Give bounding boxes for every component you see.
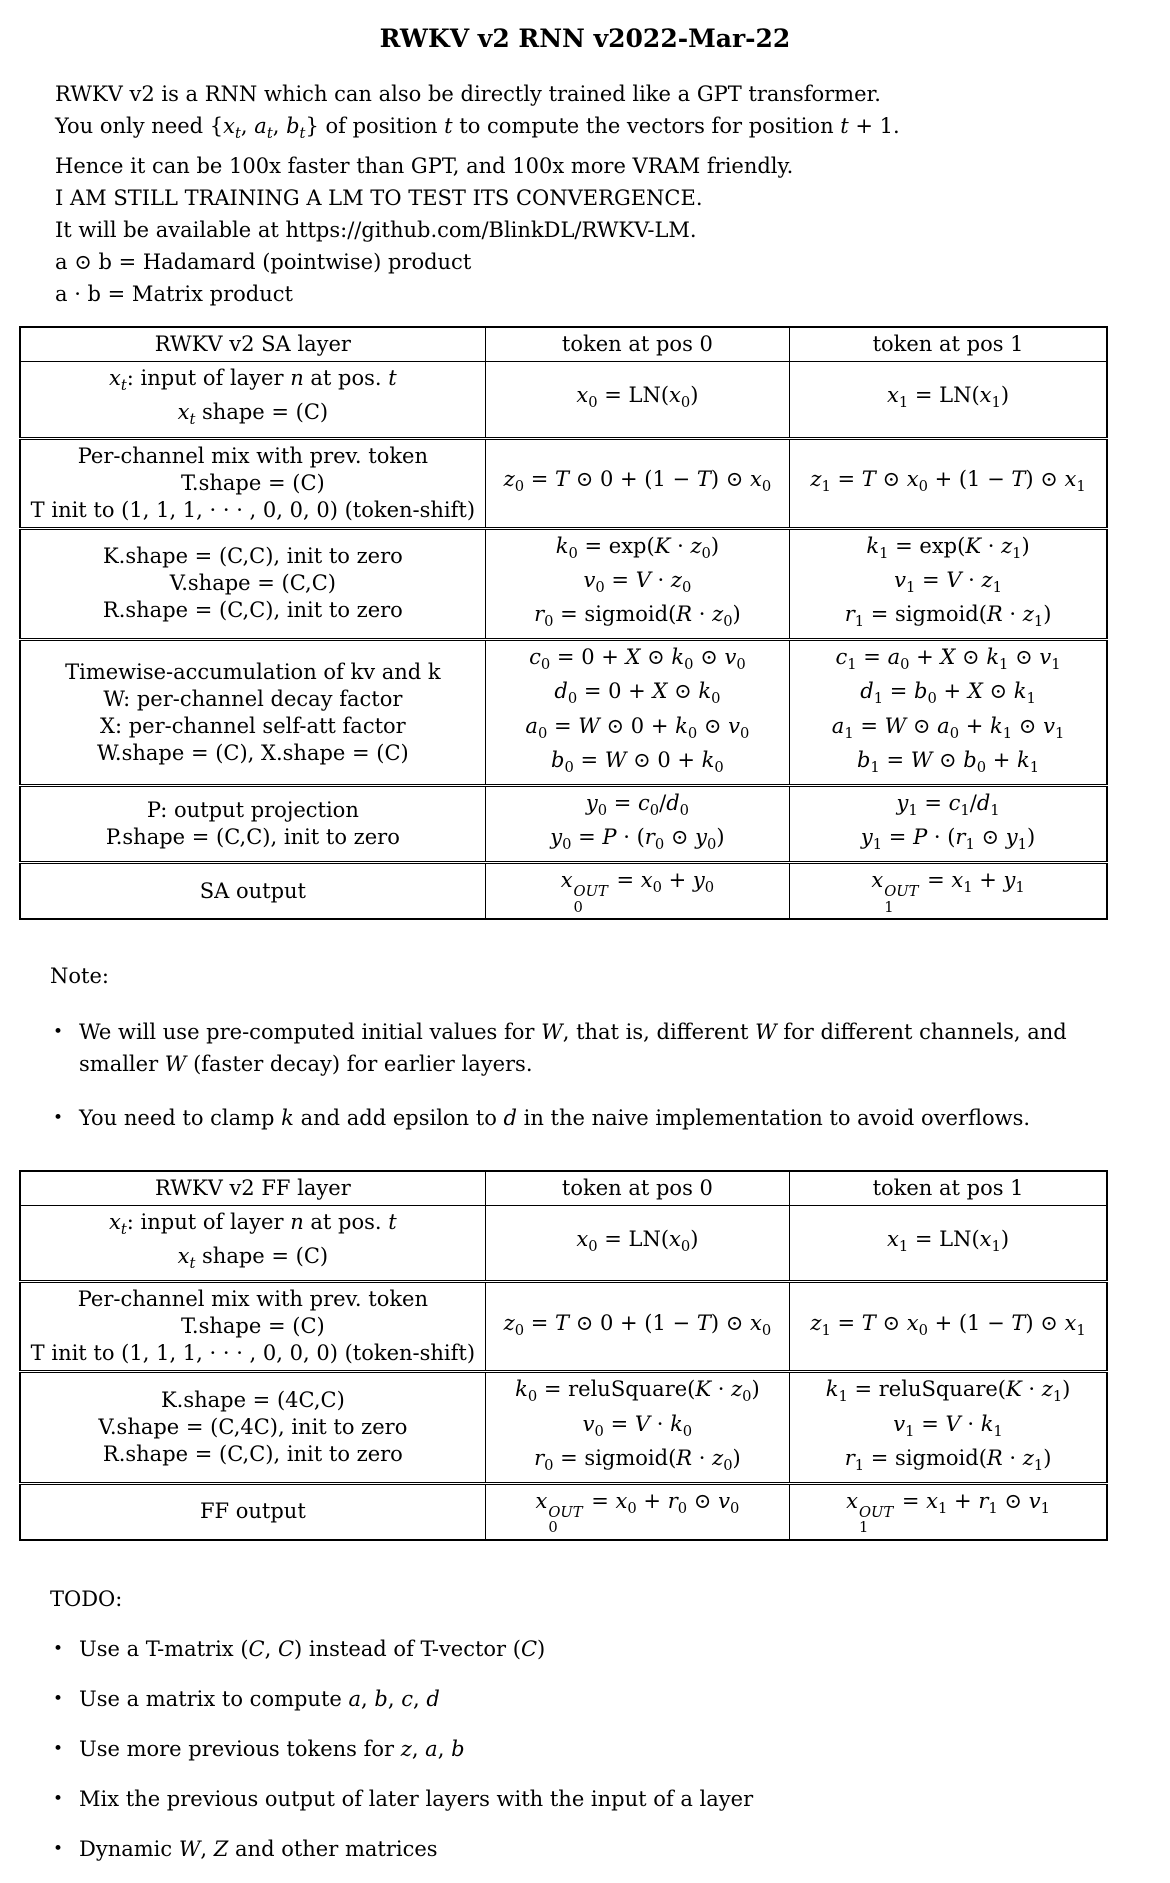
formula-line: $z_1 = T$ ⊙ $x_0 + (1 - T)$ ⊙ $x_1$: [810, 466, 1086, 496]
formula-line: x OUT 1 = $x_1 + r_1$ ⊙ $v_1$: [846, 1488, 1050, 1537]
formula-line: $z_0 = T$ ⊙ 0 + (1 − T) ⊙ $x_0$: [503, 466, 772, 496]
note-section: [50, 960, 1170, 1134]
formula-line: $d_0 = 0 + X$ ⊙ $k_0$: [554, 679, 721, 708]
token-pos0-cell: [485, 528, 789, 640]
intro-line: I AM STILL TRAINING A LM TO TEST ITS CONVERGENCE.: [55, 186, 703, 211]
token-pos1-cell: [790, 1483, 1107, 1539]
note-bullet: [50, 1102, 1170, 1134]
formula-line: $r_1$ = sigmoid(R · $z_1$): [844, 601, 1052, 631]
row-label-cell: [20, 785, 485, 862]
table-header-cell: token at pos 0: [485, 327, 789, 362]
formula-line: W: per-channel decay factor: [103, 686, 403, 711]
todo-bullet: [50, 1633, 1170, 1665]
token-pos0-cell: [485, 640, 789, 786]
formula-line: $v_0 = V \cdot k_0$: [582, 1411, 693, 1440]
token-pos1-cell: [790, 1282, 1107, 1372]
formula-line: $z_0 = T$ ⊙ 0 + (1 − T) ⊙ $x_0$: [503, 1310, 772, 1339]
formula-line: x OUT 0 = $x_0 + y_0$: [560, 868, 715, 916]
row-label-cell: [20, 528, 485, 640]
row-label-cell: [20, 1372, 485, 1484]
formula-line: $k_1$ = reluSquare(K · $z_1$): [825, 1377, 1071, 1406]
formula-line: $c_1 = a_0 + X$ ⊙ $k_1$ ⊙ $v_1$: [835, 645, 1061, 674]
formula-line: $b_0 = W$ ⊙ $0 + k_0$: [551, 747, 724, 776]
formula-line: $r_1$ = sigmoid(R · $z_1$): [844, 1445, 1052, 1474]
formula-line: K.shape = (C,C), init to zero: [102, 544, 403, 569]
table-row: [20, 528, 1107, 640]
token-pos0-cell: [485, 1205, 789, 1281]
row-label-cell: [20, 863, 485, 919]
table-header-cell: token at pos 0: [485, 1171, 789, 1206]
formula-line: $x_t$ shape = (C): [177, 400, 329, 429]
formula-line: Timewise-accumulation of kv and k: [65, 659, 441, 684]
formula-line: P.shape = (C,C), init to zero: [105, 825, 400, 850]
formula-line: $x_1 = LN(x_1)$: [887, 383, 1010, 412]
intro-line-matrix-def: a · b = Matrix product: [55, 282, 293, 307]
todo-bullet: [50, 1683, 1170, 1715]
formula-line: $y_1 = c_1/d_1$: [896, 790, 1000, 820]
formula-line: $v_0 = V \cdot z_0$: [583, 567, 692, 596]
token-pos1-cell: [790, 785, 1107, 862]
bullet-text: Use a T-matrix (C, C) instead of T-vector (C): [79, 1636, 546, 1661]
bullet-icon: •: [53, 1838, 64, 1859]
token-pos0-cell: [485, 438, 789, 528]
formula-line: T init to (1, 1, 1, · · · , 0, 0, 0) (token-shift): [30, 497, 476, 522]
bullet-text: Mix the previous output of later layers with the input of a layer: [79, 1786, 754, 1811]
formula-line: $r_0$ = sigmoid(R · $z_0$): [534, 1445, 741, 1474]
formula-line: Per-channel mix with prev. token: [77, 443, 429, 468]
bullet-text: We will use pre-computed initial values for W, that is, different W for different channels, and smaller W (faster decay) for earlier layers.: [79, 1019, 1067, 1076]
bullet-icon: •: [53, 1021, 64, 1042]
formula-line: $y_1 = P \cdot (r_1$ ⊙ $y_1$): [860, 825, 1036, 854]
formula-line: $a_1 = W$ ⊙ $a_0 + k_1$ ⊙ $v_1$: [831, 713, 1065, 742]
todo-bullet: [50, 1733, 1170, 1765]
token-pos1-cell: [790, 640, 1107, 786]
formula-line: P: output projection: [146, 798, 359, 823]
bullet-icon: •: [53, 1688, 64, 1709]
formula-line: $x_1 = LN(x_1)$: [887, 1227, 1010, 1256]
formula-line: $k_0$ = reluSquare(K · $z_0$): [515, 1377, 760, 1406]
formula-line: R.shape = (C,C), init to zero: [102, 598, 403, 623]
formula-line: $k_1 = \exp(K \cdot z_1)$: [866, 533, 1030, 562]
table-header-row: [20, 327, 1107, 362]
formula-line: T.shape = (C): [181, 1314, 325, 1339]
intro-line: You only need {$x_t$, $a_t$, $b_t$} of position t to compute the vectors for position t + 1.: [55, 114, 900, 143]
bullet-text: Use more previous tokens for z, a, b: [79, 1736, 465, 1761]
formula-line: $z_1 = T$ ⊙ $x_0 + (1 - T)$ ⊙ $x_1$: [810, 1310, 1086, 1339]
formula-line: K.shape = (4C,C): [160, 1388, 345, 1413]
token-pos0-cell: [485, 863, 789, 919]
token-pos1-cell: [790, 1372, 1107, 1484]
bullet-icon: •: [53, 1638, 64, 1659]
row-label-cell: [20, 1483, 485, 1539]
token-pos0-cell: [485, 1282, 789, 1372]
page-title: RWKV v2 RNN v2022-Mar-22: [379, 24, 791, 53]
note-bullet: [50, 1016, 1170, 1080]
token-pos0-cell: [485, 785, 789, 862]
bullet-icon: •: [53, 1788, 64, 1809]
table-header-cell: RWKV v2 SA layer: [20, 327, 485, 362]
token-pos0-cell: [485, 362, 789, 438]
formula-line: X: per-channel self-att factor: [100, 713, 406, 738]
formula-line: x OUT 0 = $x_0 + r_0$ ⊙ $v_0$: [535, 1488, 740, 1537]
token-pos1-cell: [790, 362, 1107, 438]
token-pos0-cell: [485, 1372, 789, 1484]
todo-bullet: [50, 1783, 1170, 1815]
table-row: [20, 640, 1107, 786]
formula-line: R.shape = (C,C), init to zero: [102, 1442, 403, 1467]
bullet-text: Use a matrix to compute a, b, c, d: [79, 1686, 440, 1711]
formula-line: $r_0$ = sigmoid(R · $z_0$): [534, 601, 741, 631]
table-row: [20, 785, 1107, 862]
formula-line: Per-channel mix with prev. token: [77, 1287, 429, 1312]
formula-line: $c_0 = 0 + X$ ⊙ $k_0$ ⊙ $v_0$: [529, 645, 746, 674]
ff-layer-table: [19, 1170, 1108, 1541]
table-row-ff-output: [20, 1483, 1107, 1539]
formula-line: $a_0 = W$ ⊙ $0 + k_0$ ⊙ $v_0$: [525, 713, 750, 742]
formula-line: $y_0 = P \cdot (r_0$ ⊙ $y_0$): [550, 825, 725, 854]
token-pos1-cell: [790, 438, 1107, 528]
row-label-cell: [20, 640, 485, 786]
note-heading: Note:: [50, 963, 109, 988]
bullet-text: You need to clamp k and add epsilon to d in the naive implementation to avoid overflows.: [79, 1105, 1031, 1130]
intro-line-repo-url: It will be available at https://github.com/BlinkDL/RWKV-LM.: [55, 218, 697, 243]
formula-line: $v_1 = V \cdot k_1$: [893, 1411, 1003, 1440]
formula-line: V.shape = (C,C): [169, 571, 336, 596]
table-header-cell: token at pos 1: [790, 327, 1107, 362]
formula-line: $d_1 = b_0 + X$ ⊙ $k_1$: [860, 679, 1036, 708]
intro-line-hadamard-def: a ⊙ b = Hadamard (pointwise) product: [55, 250, 472, 275]
row-label-cell: [20, 362, 485, 438]
intro-line: Hence it can be 100x faster than GPT, and 100x more VRAM friendly.: [55, 154, 794, 179]
formula-line: $y_0 = c_0/d_0$: [585, 790, 690, 820]
formula-line: $x_0 = LN(x_0)$: [576, 1227, 699, 1256]
formula-line: $x_t$: input of layer n at pos. t: [109, 366, 397, 395]
formula-line: V.shape = (C,4C), init to zero: [98, 1415, 408, 1440]
formula-line: $x_t$ shape = (C): [177, 1244, 329, 1273]
intro-line: RWKV v2 is a RNN which can also be directly trained like a GPT transformer.: [55, 82, 881, 106]
row-label-cell: [20, 1282, 485, 1372]
formula-line: FF output: [199, 1499, 306, 1524]
formula-line: W.shape = (C), X.shape = (C): [96, 740, 409, 765]
table-row: [20, 438, 1107, 528]
intro-paragraph: [55, 78, 1170, 310]
formula-line: $x_t$: input of layer n at pos. t: [109, 1209, 397, 1239]
token-pos1-cell: [790, 1205, 1107, 1281]
bullet-icon: •: [53, 1738, 64, 1759]
table-header-cell: token at pos 1: [790, 1171, 1107, 1206]
todo-bullet: [50, 1833, 1170, 1865]
formula-line: $v_1 = V \cdot z_1$: [894, 567, 1002, 596]
formula-line: T init to (1, 1, 1, · · · , 0, 0, 0) (token-shift): [30, 1341, 476, 1366]
token-pos0-cell: [485, 1483, 789, 1539]
formula-line: SA output: [199, 878, 306, 903]
todo-section: [50, 1583, 1170, 1865]
formula-line: $b_1 = W$ ⊙ $b_0 + k_1$: [856, 747, 1040, 776]
table-row: [20, 1282, 1107, 1372]
row-label-cell: [20, 438, 485, 528]
todo-heading: TODO:: [50, 1586, 123, 1611]
table-row: [20, 1372, 1107, 1484]
bullet-text: Dynamic W, Z and other matrices: [79, 1836, 438, 1861]
formula-line: T.shape = (C): [181, 470, 325, 495]
formula-line: $k_0 = \exp(K \cdot z_0)$: [555, 533, 720, 562]
row-label-cell: [20, 1205, 485, 1281]
table-header-cell: RWKV v2 FF layer: [20, 1171, 485, 1206]
token-pos1-cell: [790, 528, 1107, 640]
bullet-icon: •: [53, 1107, 64, 1128]
formula-line: x OUT 1 = $x_1 + y_1$: [871, 868, 1025, 916]
table-row: [20, 1205, 1107, 1281]
token-pos1-cell: [790, 863, 1107, 919]
table-row-sa-output: [20, 863, 1107, 919]
sa-layer-table: [19, 326, 1108, 920]
table-row: [20, 362, 1107, 438]
table-header-row: [20, 1171, 1107, 1206]
formula-line: $x_0 = LN(x_0)$: [576, 383, 699, 412]
